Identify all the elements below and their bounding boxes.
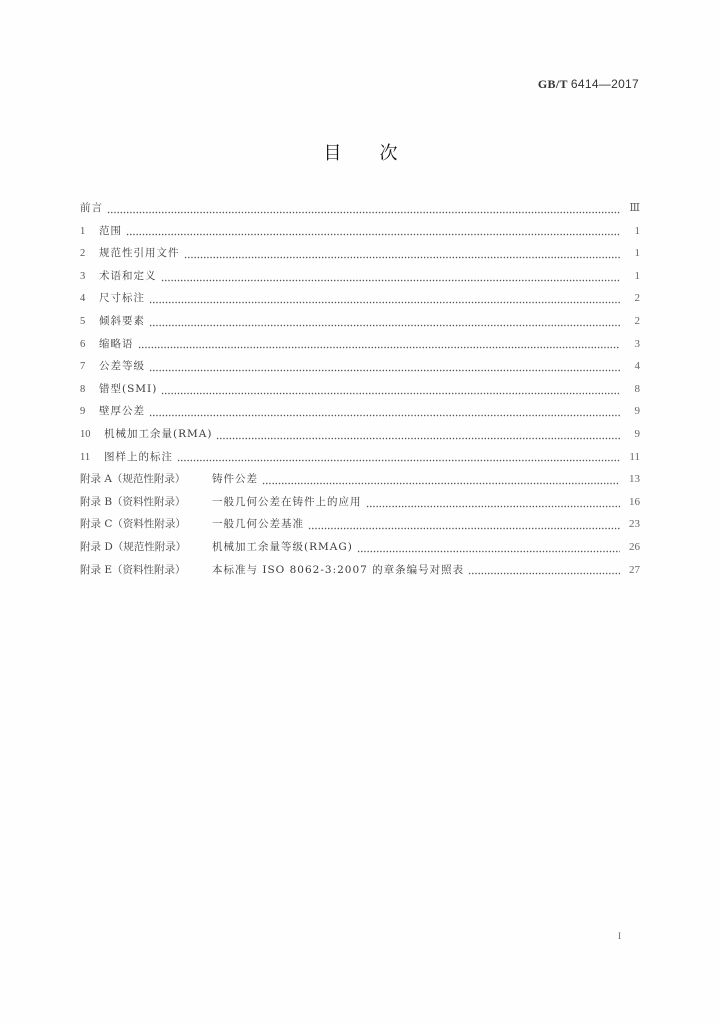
- leader-dots: [216, 434, 620, 442]
- toc-entry-page: 1: [634, 247, 640, 260]
- toc-entry-foreword[interactable]: [80, 200, 640, 223]
- toc-entry-label: 错型(SMI): [99, 382, 158, 395]
- toc-entry-label: 公差等级: [99, 360, 145, 373]
- leader-dots: [149, 321, 620, 329]
- toc-entry-page: 9: [634, 405, 640, 418]
- leader-dots: [161, 276, 621, 284]
- toc-entry-page: 16: [629, 495, 640, 508]
- standard-number: 6414—2017: [570, 77, 639, 91]
- toc-entry-number: 10: [80, 428, 91, 440]
- toc-entry-1[interactable]: [80, 223, 640, 246]
- toc-entry-page: 8: [634, 382, 640, 395]
- toc-entry-10[interactable]: [80, 426, 640, 449]
- leader-dots: [149, 412, 620, 420]
- appendix-prefix: 附录 D（规范性附录）: [80, 540, 187, 553]
- toc-entry-7[interactable]: [80, 358, 640, 381]
- toc-entry-page: 1: [634, 224, 640, 237]
- toc-entry-label: 范围: [99, 224, 122, 237]
- leader-dots: [357, 547, 620, 555]
- toc-entry-appendix-d[interactable]: [80, 539, 640, 562]
- toc-entry-2[interactable]: [80, 245, 640, 268]
- toc-entry-label: 机械加工余量(RMA): [104, 427, 213, 440]
- toc-entry-label: 铸件公差: [212, 473, 258, 486]
- appendix-prefix: 附录 C（资料性附录）: [80, 518, 186, 531]
- toc-entry-9[interactable]: [80, 403, 640, 426]
- toc-entry-label: 规范性引用文件: [99, 247, 180, 260]
- toc-entry-label: 本标准与 ISO 8062-3:2007 的章条编号对照表: [212, 563, 465, 576]
- leader-dots: [138, 344, 621, 352]
- leader-dots: [308, 525, 620, 533]
- standard-code: [538, 77, 639, 92]
- table-of-contents: [80, 200, 640, 584]
- toc-entry-label: 图样上的标注: [104, 450, 173, 463]
- toc-entry-page: 3: [634, 337, 640, 350]
- leader-dots: [177, 457, 620, 465]
- toc-entry-number: 1: [80, 225, 86, 237]
- toc-entry-appendix-b[interactable]: [80, 494, 640, 517]
- toc-entry-3[interactable]: [80, 268, 640, 291]
- toc-entry-8[interactable]: [80, 381, 640, 404]
- appendix-prefix: 附录 E（资料性附录）: [80, 563, 186, 576]
- toc-entry-page: 2: [634, 314, 640, 327]
- toc-entry-appendix-e[interactable]: [80, 562, 640, 585]
- toc-entry-page: 11: [629, 450, 640, 463]
- toc-entry-page: 4: [634, 360, 640, 373]
- title-char-1: 目: [323, 143, 342, 164]
- toc-entry-4[interactable]: [80, 290, 640, 313]
- leader-dots: [149, 299, 620, 307]
- appendix-prefix: 附录 B（资料性附录）: [80, 495, 186, 508]
- toc-entry-label: 一般几何公差基准: [212, 518, 304, 531]
- toc-entry-appendix-a[interactable]: [80, 471, 640, 494]
- toc-entry-number: 8: [80, 383, 86, 395]
- toc-entry-page: 9: [634, 427, 640, 440]
- leader-dots: [161, 389, 620, 397]
- toc-entry-11[interactable]: [80, 449, 640, 472]
- title-char-2: 次: [379, 143, 398, 164]
- toc-entry-6[interactable]: [80, 336, 640, 359]
- toc-entry-page: 23: [629, 518, 640, 531]
- leader-dots: [468, 570, 620, 578]
- toc-entry-page: Ⅲ: [629, 202, 640, 214]
- toc-entry-appendix-c[interactable]: [80, 516, 640, 539]
- toc-entry-number: 5: [80, 315, 86, 327]
- toc-entry-label: 倾斜要素: [99, 314, 145, 327]
- toc-entry-label: 机械加工余量等级(RMAG): [212, 540, 353, 553]
- leader-dots: [184, 253, 621, 261]
- appendix-prefix: 附录 A（规范性附录）: [80, 473, 186, 486]
- toc-entry-number: 2: [80, 248, 86, 260]
- toc-entry-page: 1: [634, 269, 640, 282]
- leader-dots: [107, 208, 620, 216]
- toc-entry-number: 6: [80, 338, 86, 350]
- toc-entry-page: 26: [629, 540, 640, 553]
- toc-entry-label: 术语和定义: [99, 269, 157, 282]
- toc-entry-label: 尺寸标注: [99, 292, 145, 305]
- toc-entry-number: 7: [80, 361, 86, 373]
- leader-dots: [149, 366, 620, 374]
- leader-dots: [262, 479, 620, 487]
- toc-entry-label: 缩略语: [99, 337, 134, 350]
- page-title: [0, 139, 721, 165]
- toc-entry-number: 4: [80, 293, 86, 305]
- toc-entry-number: 11: [80, 451, 91, 463]
- toc-entry-label: 一般几何公差在铸件上的应用: [212, 495, 362, 508]
- leader-dots: [126, 231, 620, 239]
- toc-entry-number: 3: [80, 270, 86, 282]
- toc-entry-label: 前言: [80, 202, 103, 214]
- leader-dots: [366, 502, 621, 510]
- standard-prefix: GB/T: [537, 77, 568, 91]
- toc-entry-page: 2: [634, 292, 640, 305]
- page-number: I: [618, 931, 621, 941]
- toc-entry-number: 9: [80, 406, 86, 418]
- toc-entry-page: 13: [629, 473, 640, 486]
- toc-entry-label: 壁厚公差: [99, 405, 145, 418]
- toc-entry-5[interactable]: [80, 313, 640, 336]
- toc-entry-page: 27: [629, 563, 640, 576]
